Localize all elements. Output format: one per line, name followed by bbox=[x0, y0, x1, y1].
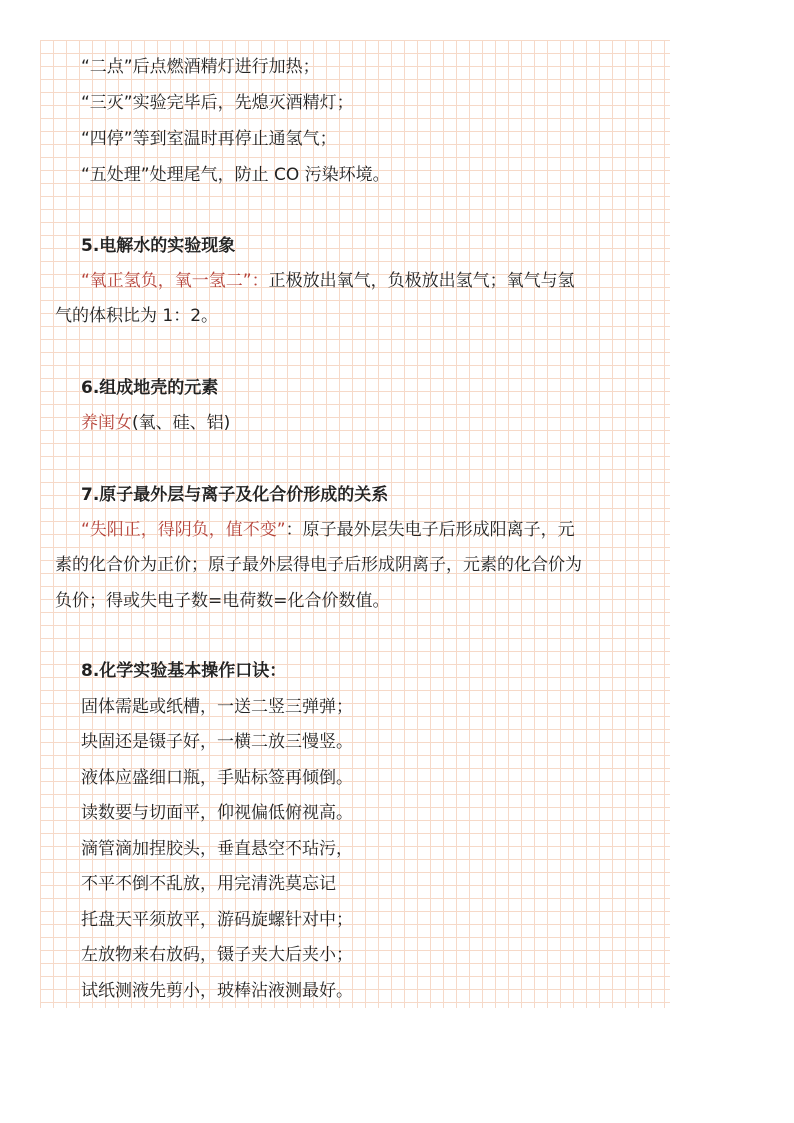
rhyme-line: 滴管滴加捏胶头，垂直悬空不玷污， bbox=[81, 839, 353, 859]
rhyme-line: 托盘天平须放平，游码旋螺针对中； bbox=[81, 910, 353, 930]
step-line: “二点”后点燃酒精灯进行加热； bbox=[81, 57, 320, 77]
paragraph-text: (氧、硅、铝) bbox=[132, 413, 231, 433]
paragraph-text: ：原子最外层失电子后形成阳离子，元 bbox=[285, 520, 575, 540]
paragraph-line: 负价；得或失电子数=电荷数=化合价数值。 bbox=[55, 591, 390, 611]
rhyme-line: 不平不倒不乱放，用完清洗莫忘记 bbox=[81, 874, 336, 894]
rhyme-line: 液体应盛细口瓶，手贴标签再倾倒。 bbox=[81, 768, 353, 788]
mnemonic-text: “失阳正，得阴负，值不变” bbox=[81, 520, 286, 540]
rhyme-line: 读数要与切面平，仰视偏低俯视高。 bbox=[81, 803, 353, 823]
step-line: “三灭”实验完毕后，先熄灭酒精灯； bbox=[81, 93, 354, 113]
step-line: “四停”等到室温时再停止通氢气； bbox=[81, 129, 337, 149]
section-paragraph bbox=[81, 270, 575, 292]
section-heading: 7.原子最外层与离子及化合价形成的关系 bbox=[81, 485, 389, 505]
paragraph-line: 气的体积比为 1：2。 bbox=[55, 306, 219, 326]
step-line: “五处理”处理尾气，防止 CO 污染环境。 bbox=[81, 165, 390, 185]
paragraph-line: 素的化合价为正价；原子最外层得电子后形成阴离子，元素的化合价为 bbox=[55, 555, 582, 575]
rhyme-line: 左放物来右放码，镊子夹大后夹小； bbox=[81, 945, 353, 965]
rhyme-line: 固体需匙或纸槽，一送二竖三弹弹； bbox=[81, 697, 353, 717]
section-heading: 8.化学实验基本操作口诀： bbox=[81, 661, 287, 681]
rhyme-line: 试纸测液先剪小，玻棒沾液测最好。 bbox=[81, 981, 353, 1001]
mnemonic-text: “氧正氢负，氧一氢二”： bbox=[81, 271, 269, 291]
paragraph-text: 正极放出氧气，负极放出氢气；氧气与氢 bbox=[268, 271, 575, 291]
rhyme-line: 块固还是镊子好，一横二放三慢竖。 bbox=[81, 732, 353, 752]
section-paragraph bbox=[81, 519, 575, 541]
section-heading: 6.组成地壳的元素 bbox=[81, 378, 219, 398]
section-heading: 5.电解水的实验现象 bbox=[81, 236, 236, 256]
mnemonic-text: 养闺女 bbox=[81, 413, 132, 433]
section-paragraph bbox=[81, 412, 230, 434]
